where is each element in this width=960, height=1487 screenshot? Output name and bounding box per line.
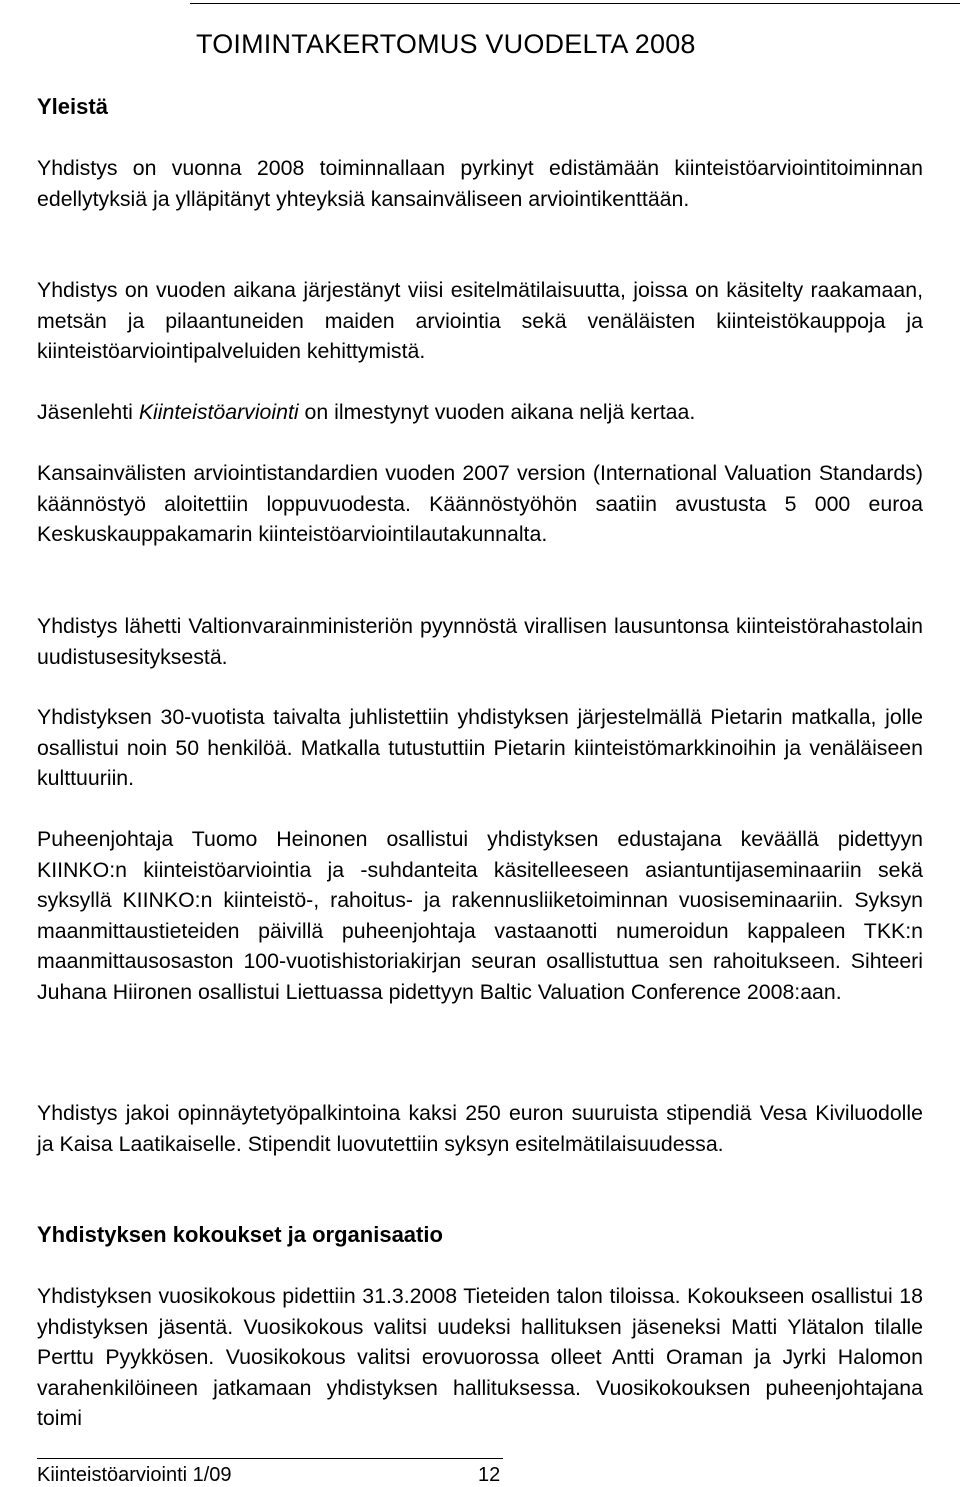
paragraph-general-3-text-b: on ilmestynyt vuoden aikana neljä kertaa.	[298, 400, 696, 424]
section-heading-meetings: Yhdistyksen kokoukset ja organisaatio	[37, 1222, 443, 1247]
section-heading-general: Yleistä	[37, 94, 108, 119]
paragraph-general-3	[37, 397, 923, 428]
paragraph-general-3-text-a: Jäsenlehti	[37, 400, 139, 424]
paragraph-general-7: Puheenjohtaja Tuomo Heinonen osallistui yhdistyksen edustajana keväällä pidettyyn KIINKO:n kiinteistöarviointia ja -suhdanteita käsitelleeseen asiantuntijaseminaariin sekä syksyllä KIINKO:n kiinteistö-, rahoitus- ja rakennusliiketoiminnan vuosiseminaariin. Syksyn maanmittaustieteiden päivillä puheenjohtaja vastaanotti numeroidun kappaleen TKK:n maanmittausosaston 100-vuotishistoriakirjan seuran osallistuttua sen rahoitukseen. Sihteeri Juhana Hiironen osallistui Liettuassa pidettyyn Baltic Valuation Conference 2008:aan.	[37, 827, 923, 1004]
magazine-title: Kiinteistöarviointi	[138, 400, 299, 424]
paragraph-general-8: Yhdistys jakoi opinnäytetyöpalkintoina kaksi 250 euron suuruista stipendiä Vesa Kiviluodolle ja Kaisa Laatikaiselle. Stipendit luovutettiin syksyn esitelmätilaisuudessa.	[37, 1101, 923, 1156]
paragraph-general-6: Yhdistyksen 30-vuotista taivalta juhlistettiin yhdistyksen järjestelmällä Pietarin matkalla, jolle osallistui noin 50 henkilöä. Matkalla tutustuttiin Pietarin kiinteistömarkkinoihin ja venäläiseen kulttuuriin.	[37, 705, 923, 790]
paragraph-meetings-1: Yhdistyksen vuosikokous pidettiin 31.3.2008 Tieteiden talon tiloissa. Kokoukseen osallistui 18 yhdistyksen jäsentä. Vuosikokous valitsi uudeksi hallituksen jäseneksi Matti Ylätalon tilalle Perttu Pyykkösen. Vuosikokous valitsi erovuorossa olleet Antti Oraman ja Jyrki Halomon varahenkilöineen jatkamaan yhdistyksen hallituksessa. Vuosikokouksen puheenjohtajana toimi	[37, 1284, 923, 1430]
paragraph-general-1: Yhdistys on vuonna 2008 toiminnallaan pyrkinyt edistämään kiinteistöarviointitoiminnan edellytyksiä ja ylläpitänyt yhteyksiä kansainväliseen arviointikenttään.	[37, 156, 923, 211]
document-title: TOIMINTAKERTOMUS VUODELTA 2008	[196, 29, 696, 59]
footer-rule	[37, 1458, 503, 1459]
paragraph-general-5: Yhdistys lähetti Valtionvarainministeriön pyynnöstä virallisen lausuntonsa kiinteistörahastolain uudistusesityksestä.	[37, 614, 923, 669]
paragraph-general-2: Yhdistys on vuoden aikana järjestänyt viisi esitelmätilaisuutta, joissa on käsitelty raakamaan, metsän ja pilaantuneiden maiden arviointia sekä venäläisten kiinteistökauppoja ja kiinteistöarviointipalveluiden kehittymistä.	[37, 278, 923, 363]
footer-page-number: 12	[478, 1464, 501, 1486]
paragraph-general-4: Kansainvälisten arviointistandardien vuoden 2007 version (International Valuation Standards) käännöstyö aloitettiin loppuvuodesta. Käännöstyöhön saatiin avustusta 5 000 euroa Keskuskauppakamarin kiinteistöarviointilautakunnalta.	[37, 461, 923, 546]
footer-publication: Kiinteistöarviointi 1/09	[37, 1464, 232, 1486]
header-rule	[190, 3, 960, 4]
